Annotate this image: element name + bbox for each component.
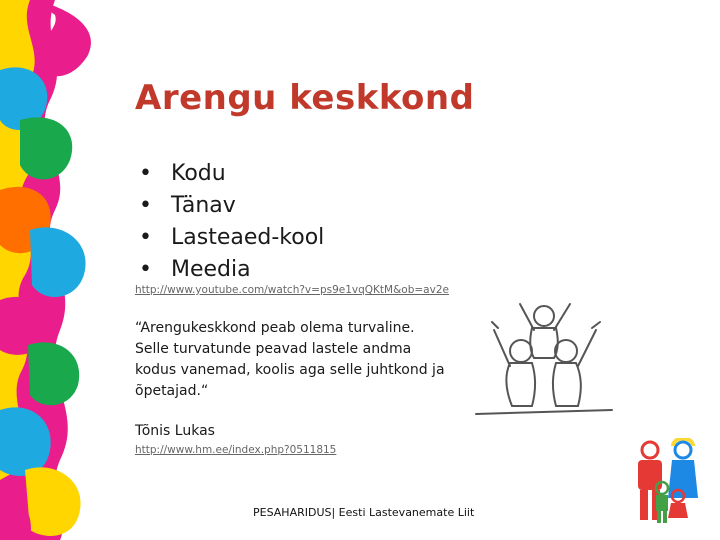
- quote-author: Tõnis Lukas: [135, 423, 215, 439]
- bullet-item: • Lasteaed-kool: [135, 222, 324, 254]
- bullet-item: • Kodu: [135, 158, 324, 190]
- video-link[interactable]: http://www.youtube.com/watch?v=ps9e1vqQKtM&ob=av2e: [135, 284, 449, 296]
- source-link[interactable]: http://www.hm.ee/index.php?0511815: [135, 444, 337, 456]
- bullet-item: • Tänav: [135, 190, 324, 222]
- bullet-item: • Meedia: [135, 254, 324, 286]
- children-illustration: [474, 296, 614, 420]
- bullet-list: [135, 158, 324, 286]
- slide-title: Arengu keskkond: [135, 78, 475, 118]
- quote-text: “Arengukeskkond peab olema turvaline. Selle turvatunde peavad lastele andma kodus vanemad, koolis aga selle juhtkond ja õpetajad.“: [135, 320, 445, 399]
- decorative-ribbons: [0, 0, 110, 540]
- family-logo: [628, 438, 700, 524]
- footer-text: PESAHARIDUS| Eesti Lastevanemate Liit: [253, 506, 475, 519]
